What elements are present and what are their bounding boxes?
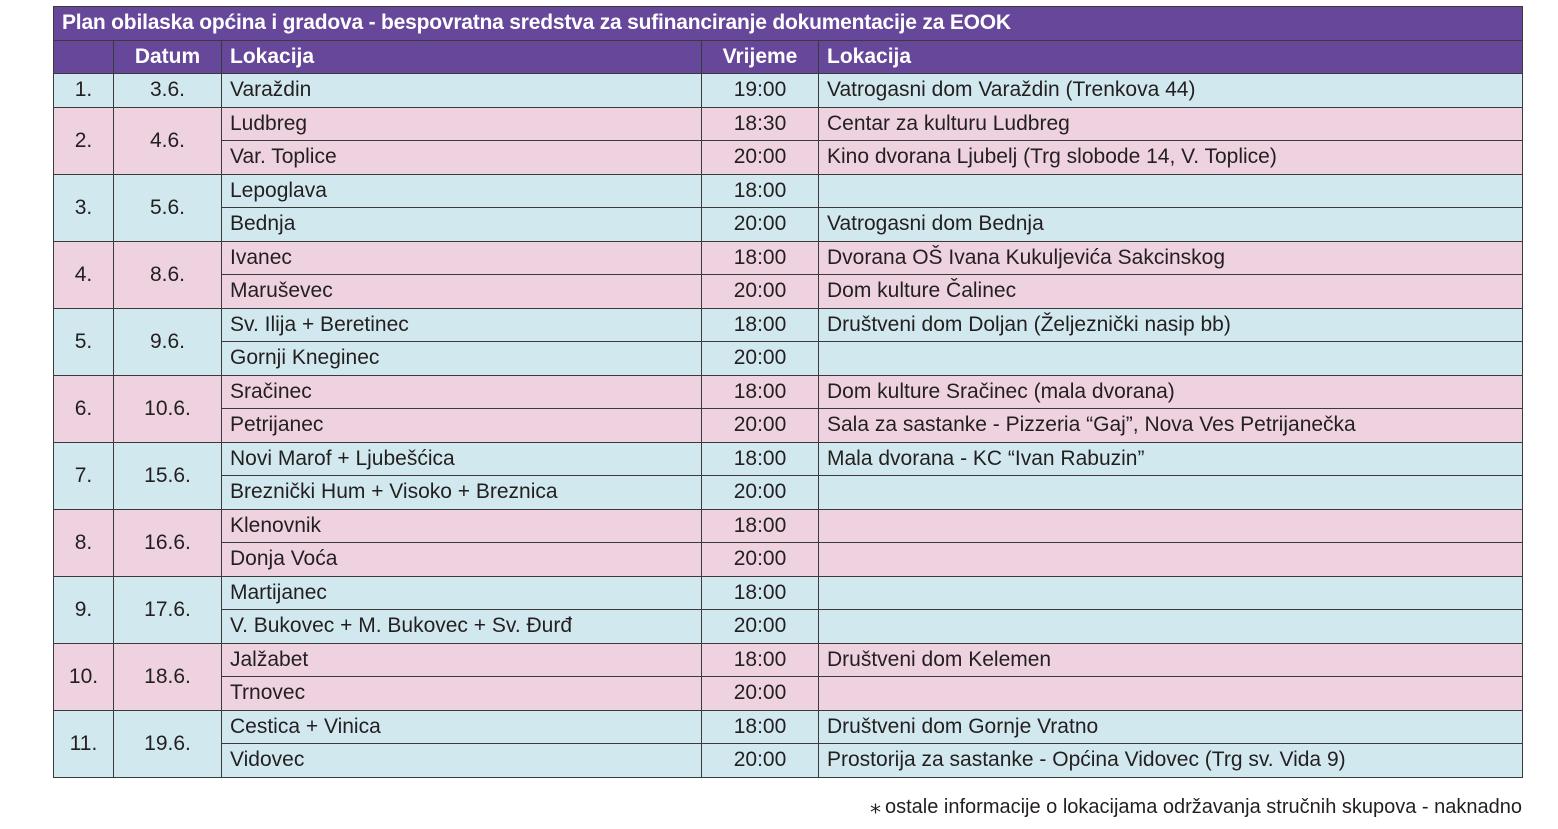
table-header-row	[54, 40, 1523, 74]
row-location: V. Bukovec + M. Bukovec + Sv. Đurđ	[222, 610, 702, 644]
row-date: 4.6.	[114, 107, 222, 174]
table-row	[54, 476, 1523, 510]
row-date: 17.6.	[114, 576, 222, 643]
row-venue	[819, 342, 1523, 376]
row-location: Var. Toplice	[222, 141, 702, 175]
table-row	[54, 174, 1523, 208]
row-location: Varaždin	[222, 74, 702, 108]
header-venue: Lokacija	[819, 40, 1523, 74]
row-location: Novi Marof + Ljubešćica	[222, 442, 702, 476]
row-time: 20:00	[702, 275, 819, 309]
row-time: 18:00	[702, 308, 819, 342]
row-venue: Vatrogasni dom Bednja	[819, 208, 1523, 242]
row-number: 11.	[54, 710, 114, 777]
row-location: Bednja	[222, 208, 702, 242]
header-time: Vrijeme	[702, 40, 819, 74]
row-time: 20:00	[702, 610, 819, 644]
row-venue: Sala za sastanke - Pizzeria “Gaj”, Nova Ves Petrijanečka	[819, 409, 1523, 443]
table-row	[54, 509, 1523, 543]
row-number: 9.	[54, 576, 114, 643]
table-row	[54, 744, 1523, 778]
row-location: Jalžabet	[222, 643, 702, 677]
row-date: 16.6.	[114, 509, 222, 576]
table-row	[54, 677, 1523, 711]
row-time: 20:00	[702, 744, 819, 778]
table-title-row	[54, 7, 1523, 41]
row-venue	[819, 476, 1523, 510]
header-date: Datum	[114, 40, 222, 74]
row-venue: Prostorija za sastanke - Općina Vidovec (Trg sv. Vida 9)	[819, 744, 1523, 778]
row-date: 19.6.	[114, 710, 222, 777]
row-date: 10.6.	[114, 375, 222, 442]
row-venue: Mala dvorana - KC “Ivan Rabuzin”	[819, 442, 1523, 476]
row-location: Klenovnik	[222, 509, 702, 543]
table-row	[54, 141, 1523, 175]
row-venue	[819, 677, 1523, 711]
row-location: Gornji Kneginec	[222, 342, 702, 376]
row-time: 20:00	[702, 476, 819, 510]
row-venue	[819, 543, 1523, 577]
table-row	[54, 308, 1523, 342]
row-time: 20:00	[702, 208, 819, 242]
row-location: Sv. Ilija + Beretinec	[222, 308, 702, 342]
row-number: 10.	[54, 643, 114, 710]
footnote	[870, 793, 1522, 819]
row-location: Breznički Hum + Visoko + Breznica	[222, 476, 702, 510]
row-venue: Društveni dom Doljan (Željeznički nasip bb)	[819, 308, 1523, 342]
row-location: Lepoglava	[222, 174, 702, 208]
row-time: 18:00	[702, 643, 819, 677]
table-row	[54, 275, 1523, 309]
row-time: 18:00	[702, 241, 819, 275]
row-date: 18.6.	[114, 643, 222, 710]
table-row	[54, 409, 1523, 443]
table-body	[54, 74, 1523, 778]
row-time: 20:00	[702, 677, 819, 711]
row-time: 18:00	[702, 375, 819, 409]
row-time: 18:00	[702, 576, 819, 610]
row-time: 18:00	[702, 174, 819, 208]
row-number: 1.	[54, 74, 114, 108]
row-date: 9.6.	[114, 308, 222, 375]
table-row	[54, 241, 1523, 275]
table-row	[54, 208, 1523, 242]
row-time: 20:00	[702, 409, 819, 443]
table-row	[54, 543, 1523, 577]
row-date: 3.6.	[114, 74, 222, 108]
row-location: Petrijanec	[222, 409, 702, 443]
row-number: 8.	[54, 509, 114, 576]
row-number: 6.	[54, 375, 114, 442]
table-title: Plan obilaska općina i gradova - bespovratna sredstva za sufinanciranje dokumentacije za EOOK	[54, 7, 1523, 41]
row-venue: Dom kulture Čalinec	[819, 275, 1523, 309]
row-time: 18:00	[702, 710, 819, 744]
row-location: Trnovec	[222, 677, 702, 711]
row-venue: Društveni dom Kelemen	[819, 643, 1523, 677]
row-venue	[819, 610, 1523, 644]
row-location: Cestica + Vinica	[222, 710, 702, 744]
row-venue: Centar za kulturu Ludbreg	[819, 107, 1523, 141]
schedule-table-wrapper	[53, 6, 1522, 778]
row-location: Vidovec	[222, 744, 702, 778]
table-row	[54, 643, 1523, 677]
row-time: 18:30	[702, 107, 819, 141]
table-row	[54, 74, 1523, 108]
row-location: Maruševec	[222, 275, 702, 309]
table-row	[54, 342, 1523, 376]
footnote-text: ostale informacije o lokacijama održavanja stručnih skupova - naknadno	[884, 796, 1522, 818]
table-row	[54, 576, 1523, 610]
header-number	[54, 40, 114, 74]
asterisk-icon: ⁎	[869, 793, 881, 818]
row-time: 20:00	[702, 342, 819, 376]
table-row	[54, 710, 1523, 744]
row-venue	[819, 174, 1523, 208]
header-location: Lokacija	[222, 40, 702, 74]
row-number: 4.	[54, 241, 114, 308]
table-row	[54, 610, 1523, 644]
row-venue: Dvorana OŠ Ivana Kukuljevića Sakcinskog	[819, 241, 1523, 275]
row-date: 8.6.	[114, 241, 222, 308]
row-number: 5.	[54, 308, 114, 375]
row-date: 15.6.	[114, 442, 222, 509]
table-row	[54, 107, 1523, 141]
row-time: 19:00	[702, 74, 819, 108]
row-location: Ivanec	[222, 241, 702, 275]
row-location: Ludbreg	[222, 107, 702, 141]
row-venue	[819, 509, 1523, 543]
row-time: 20:00	[702, 543, 819, 577]
row-location: Sračinec	[222, 375, 702, 409]
row-number: 3.	[54, 174, 114, 241]
table-row	[54, 375, 1523, 409]
row-date: 5.6.	[114, 174, 222, 241]
row-time: 18:00	[702, 509, 819, 543]
row-time: 18:00	[702, 442, 819, 476]
row-venue: Dom kulture Sračinec (mala dvorana)	[819, 375, 1523, 409]
row-time: 20:00	[702, 141, 819, 175]
row-location: Donja Voća	[222, 543, 702, 577]
row-number: 2.	[54, 107, 114, 174]
row-venue: Kino dvorana Ljubelj (Trg slobode 14, V. Toplice)	[819, 141, 1523, 175]
row-venue: Vatrogasni dom Varaždin (Trenkova 44)	[819, 74, 1523, 108]
row-number: 7.	[54, 442, 114, 509]
table-row	[54, 442, 1523, 476]
row-location: Martijanec	[222, 576, 702, 610]
row-venue	[819, 576, 1523, 610]
row-venue: Društveni dom Gornje Vratno	[819, 710, 1523, 744]
schedule-table	[53, 6, 1523, 778]
